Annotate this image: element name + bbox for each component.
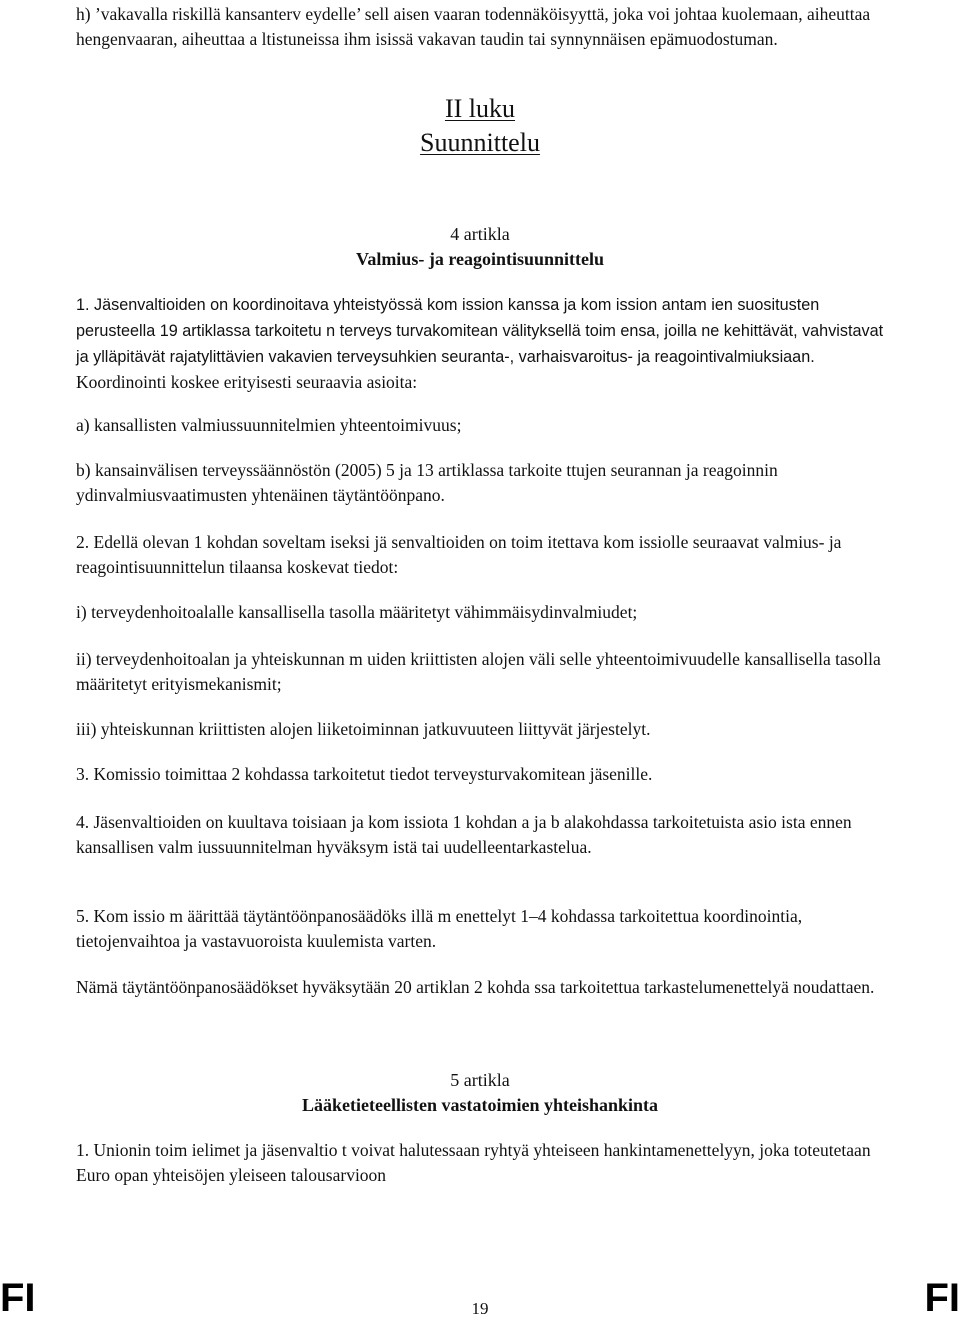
article-5-title: Lääketieteellisten vastatoimien yhteishankinta	[302, 1095, 658, 1115]
article-4-paragraph-1	[76, 292, 896, 395]
article-4-title: Valmius- ja reagointisuunnittelu	[355, 249, 605, 269]
article-4-paragraph-5: 5. Kom issio m äärittää täytäntöönpanosäädöks illä m enettelyt 1–4 kohdassa tarkoitettua koordinointia, tietojenvaihtoa ja vastavuoroista kuulemista varten.	[76, 906, 803, 951]
chapter-number: II luku	[444, 94, 516, 123]
article-4-point-iii: iii) yhteiskunnan kriittisten alojen liiketoiminnan jatkuvuuteen liittyvät järjestelyt.	[76, 719, 651, 739]
page-number: 19	[471, 1299, 489, 1318]
chapter-title: Suunnittelu	[420, 128, 540, 157]
footer-language-mark-right: FI	[924, 1276, 960, 1320]
article-4-paragraph-2: 2. Edellä olevan 1 kohdan soveltam iseksi jä senvaltioiden on toim itettava kom issiolle seuraavat valmius- ja reagointisuunnittelun tilaansa koskevat tiedot:	[76, 532, 842, 577]
article-4-point-b: b) kansainvälisen terveyssäännöstön (2005) 5 ja 13 artiklassa tarkoite ttujen seurannan ja reagoinnin ydinvalmiusvaatimusten yhtenäinen täytäntöönpano.	[76, 460, 778, 505]
article-4-paragraph-5-second: Nämä täytäntöönpanosäädökset hyväksytään 20 artiklan 2 kohda ssa tarkoitettua tarkastelumenettelyä noudattaen.	[76, 977, 875, 997]
article-4-paragraph-1-main: 1. Jäsenvaltioiden on koordinoitava yhteistyössä kom ission kanssa ja kom ission antam ien suositusten perusteella 19 artiklassa tarkoitetu n terveys turvakomitean välityksellä toim ensa, joilla ne kehittävät, vahvistavat ja ylläpitävät rajatylittävien vakavien terveysuhkien seuranta-, varhaisvaroitus- ja reagointivalmiuksiaan.	[76, 296, 884, 366]
article-4-point-a: a) kansallisten valmiussuunnitelmien yhteentoimivuus;	[76, 415, 462, 435]
article-4-number: 4 artikla	[450, 224, 510, 244]
footer-language-mark-left: FI	[0, 1276, 36, 1320]
article-4-paragraph-4: 4. Jäsenvaltioiden on kuultava toisiaan ja kom issiota 1 kohdan a ja b alakohdassa tarkoitetuista asio ista ennen kansallisen valm iussuunnitelman hyväksym istä tai uudelleentarkastelua.	[76, 812, 852, 857]
article-4-point-i: i) terveydenhoitoalalle kansallisella tasolla määritetyt vähimmäisydinvalmiudet;	[76, 602, 638, 622]
article-4-paragraph-3: 3. Komissio toimittaa 2 kohdassa tarkoitetut tiedot terveysturvakomitean jäsenille.	[76, 764, 653, 784]
definition-paragraph-h: h) ’vakavalla riskillä kansanterv eydelle’ sell aisen vaaran todennäköisyyttä, joka voi johtaa kuolemaan, aiheuttaa hengenvaaran, aiheuttaa a ltistuneissa ihm isissä vakavan taudin tai synnynnäisen epämuodostuman.	[76, 4, 871, 49]
article-5-number: 5 artikla	[450, 1070, 510, 1090]
article-5-paragraph-1: 1. Unionin toim ielimet ja jäsenvaltio t voivat halutessaan ryhtyä yhteiseen hankintamenettelyyn, joka toteutetaan Euro opan yhteisöjen yleiseen talousarvioon	[76, 1140, 871, 1185]
article-4-point-ii: ii) terveydenhoitoalan ja yhteiskunnan m uiden kriittisten alojen väli selle yhteentoimivuudelle kansallisella tasolla määritetyt erityismekanismit;	[76, 649, 881, 694]
article-4-paragraph-1-tail: Koordinointi koskee erityisesti seuraavia asioita:	[76, 372, 418, 392]
